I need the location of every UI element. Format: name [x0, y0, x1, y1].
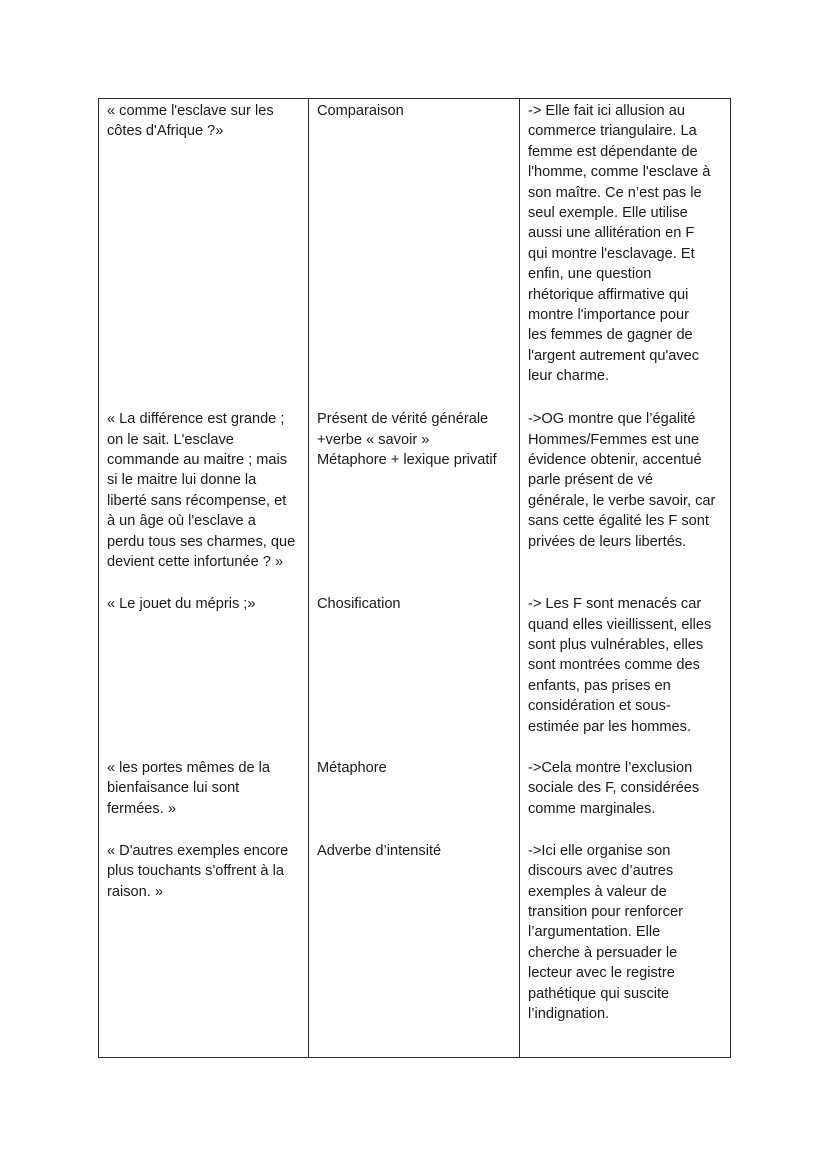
table-row [99, 756, 731, 839]
analysis-line: considération et sous- [528, 698, 671, 715]
analysis-line: cherche à persuader le [528, 944, 678, 961]
analysis-line: ->OG montre que l’égalité [528, 411, 696, 428]
device-line: Métaphore [317, 759, 387, 776]
analysis-line: seul exemple. Elle utilise [528, 205, 688, 222]
analysis-cell [520, 756, 731, 839]
analysis-cell [520, 839, 731, 1058]
analysis-line: comme marginales. [528, 800, 656, 817]
device-line: Chosification [317, 596, 401, 613]
analysis-line: sont montrées comme des [528, 657, 700, 674]
device-line: Présent de vérité générale [317, 411, 489, 428]
table-row [99, 592, 731, 756]
analysis-table-body [99, 99, 731, 1058]
analysis-line: leur charme. [528, 368, 610, 385]
analysis-line: -> Les F sont menacés car [528, 596, 702, 613]
device-cell [309, 592, 520, 756]
analysis-cell [520, 407, 731, 592]
analysis-line: enfants, pas prises en [528, 677, 671, 694]
quote-line: devient cette infortunée ? » [107, 554, 284, 571]
quote-line: « comme l'esclave sur les [107, 103, 274, 119]
analysis-line: femme est dépendante de [528, 143, 698, 160]
device-cell [309, 99, 520, 408]
analysis-line: l'homme, comme l'esclave à [528, 164, 711, 181]
table-row [99, 839, 731, 1058]
quote-line: plus touchants s'offrent à la [107, 863, 284, 880]
device-cell [309, 839, 520, 1058]
device-line: Comparaison [317, 103, 404, 119]
analysis-line: discours avec d’autres [528, 863, 674, 880]
quote-line: bienfaisance lui sont [107, 780, 240, 797]
quote-line: on le sait. L'esclave [107, 431, 234, 448]
analysis-line: sociale des F, considérées [528, 780, 700, 797]
analysis-line: parle présent de vé [528, 472, 653, 489]
analysis-line: aussi une allitération en F [528, 225, 695, 242]
table-row [99, 407, 731, 592]
quote-line: commande au maitre ; mais [107, 452, 288, 469]
analysis-line: pathétique qui suscite [528, 985, 670, 1002]
analysis-line: lecteur avec le registre [528, 965, 675, 982]
analysis-line: -> Elle fait ici allusion au [528, 103, 685, 119]
quote-cell [99, 756, 309, 839]
analysis-line: l’argumentation. Elle [528, 924, 661, 941]
quote-line: « La différence est grande ; [107, 411, 285, 428]
quote-line: perdu tous ses charmes, que [107, 533, 296, 550]
quote-cell [99, 99, 309, 408]
quote-line: « Le jouet du mépris ;» [107, 596, 256, 613]
analysis-line: l'argent autrement qu'avec [528, 347, 700, 364]
quote-cell [99, 592, 309, 756]
quote-line: « D'autres exemples encore [107, 842, 289, 859]
analysis-line: sans cette égalité les F sont [528, 513, 709, 530]
analysis-line: générale, le verbe savoir, car [528, 492, 716, 509]
analysis-line: ->Cela montre l’exclusion [528, 759, 693, 776]
analysis-line: quand elles vieillissent, elles [528, 616, 712, 633]
quote-line: si le maitre lui donne la [107, 472, 257, 489]
analysis-line: les femmes de gagner de [528, 327, 693, 344]
analysis-line: privées de leurs libertés. [528, 533, 687, 550]
quote-cell [99, 407, 309, 592]
analysis-table [98, 98, 731, 1058]
analysis-line: l’indignation. [528, 1005, 610, 1022]
analysis-line: évidence obtenir, accentué [528, 452, 702, 469]
analysis-line: sont plus vulnérables, elles [528, 636, 704, 653]
quote-cell [99, 839, 309, 1058]
quote-line: « les portes mêmes de la [107, 759, 271, 776]
analysis-line: Hommes/Femmes est une [528, 431, 700, 448]
device-cell [309, 756, 520, 839]
device-line: Métaphore + lexique privatif [317, 452, 497, 469]
quote-line: raison. » [107, 883, 163, 900]
analysis-line: qui montre l'esclavage. Et [528, 245, 695, 262]
quote-line: fermées. » [107, 800, 176, 817]
analysis-line: ->Ici elle organise son [528, 842, 671, 859]
analysis-line: estimée par les hommes. [528, 718, 692, 735]
analysis-line: exemples à valeur de [528, 883, 667, 900]
analysis-line: commerce triangulaire. La [528, 123, 697, 140]
device-line: Adverbe d’intensité [317, 842, 442, 859]
quote-line: à un âge où l'esclave a [107, 513, 256, 530]
analysis-cell [520, 592, 731, 756]
analysis-line: enfin, une question [528, 266, 652, 283]
analysis-line: rhétorique affirmative qui [528, 286, 689, 303]
device-line: +verbe « savoir » [317, 431, 430, 448]
quote-line: côtes d'Afrique ?» [107, 123, 224, 140]
device-cell [309, 407, 520, 592]
analysis-line: son maître. Ce n’est pas le [528, 184, 702, 201]
quote-line: liberté sans récompense, et [107, 492, 287, 509]
table-row [99, 99, 731, 408]
analysis-line: montre l'importance pour [528, 307, 689, 324]
analysis-line: transition pour renforcer [528, 903, 683, 920]
analysis-cell [520, 99, 731, 408]
